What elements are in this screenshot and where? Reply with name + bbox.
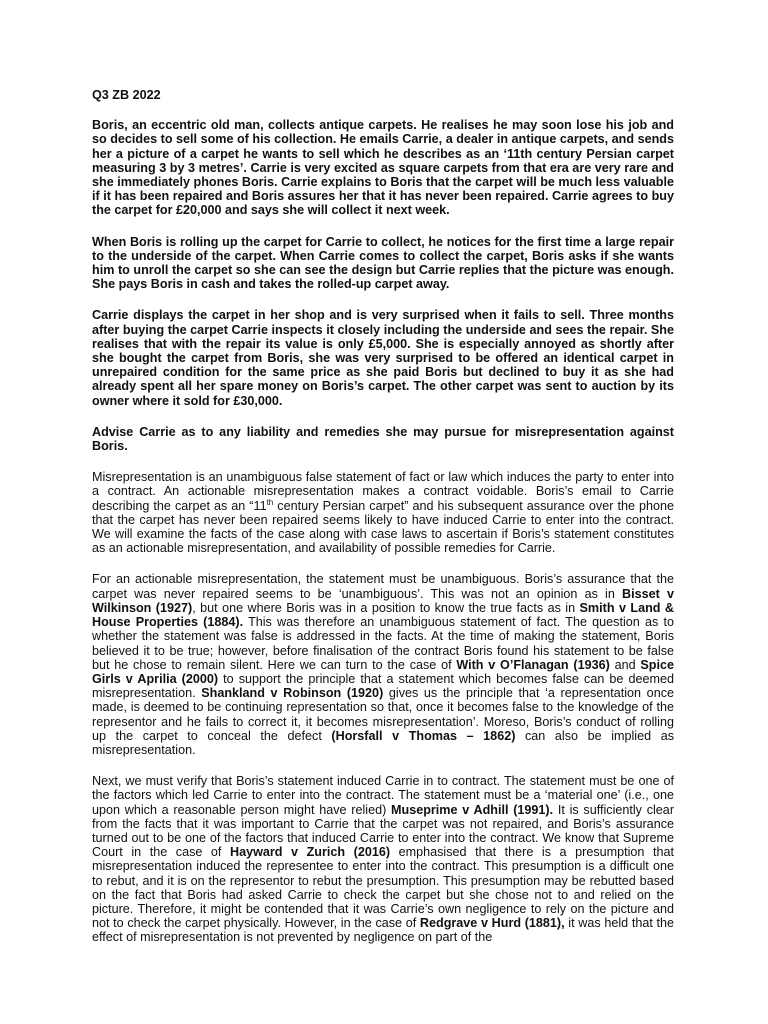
answer-text: to support the principle that a statement which becomes false can be deemed misrepresentation.	[92, 671, 675, 701]
answer-section	[92, 470, 674, 944]
case-citation: With v O’Flanagan (1936)	[456, 657, 610, 672]
answer-text: For an actionable misrepresentation, the statement must be unambiguous. Boris’s assurance that the carpet was never repaired seems to be ‘unambiguous’. This was not an opinion as in	[92, 572, 674, 601]
answer-paragraph-3	[92, 774, 674, 944]
answer-text: Misrepresentation is an unambiguous false statement of fact or law which induces the party to enter into a contract. An actionable misrepresentation makes a contract voidable. Boris’s email to Carrie describing the carpet as an “11	[92, 470, 674, 513]
answer-text: and	[609, 657, 641, 672]
case-citation: Shankland v Robinson (1920)	[201, 686, 384, 701]
answer-paragraph-1	[92, 470, 674, 555]
answer-text: emphasised that there is a presumption that misrepresentation induced the representee to enter into the contract. This presumption is a difficult one to rebut, and it is on the representor to rebut the presumption. This presumption may be rebutted based on the fact that Boris had asked Carrie to check the carpet but she chose not to and relied on the picture. Therefore, it might be contended that it was Carrie’s own negligence to rely on the picture and not to check the carpet physically. However, in the case of	[92, 845, 674, 931]
answer-text: gives us the principle that ‘a representation once made, is deemed to be continuing representation so that, once it becomes false to the knowledge of the representor and he fails to correct it, it becomes misrepresentation’. Moreso, Boris’s conduct of rolling up the carpet to conceal the defect	[92, 686, 674, 743]
question-section	[92, 118, 674, 453]
answer-text: century Persian carpet” and his subsequent assurance over the phone that the carpet has never been repaired seems likely to have induced Carrie to enter into the contract. We will examine the facts of the case along with case laws to ascertain if Boris’s statement constitutes as an actionable misrepresentation, and availability of possible remedies for Carrie.	[92, 498, 674, 556]
case-citation: Spice Girls v Aprilia (2000)	[92, 657, 674, 686]
answer-text: This was therefore an unambiguous statement of fact. The question as to whether the statement was false is addressed in the facts. At the time of making the statement, Boris believed it to be true; however, before finalisation of the contract Boris found his statement to be false but he chose to remain silent. Here we can turn to the case of	[92, 615, 674, 672]
case-citation: Bisset v Wilkinson (1927)	[92, 586, 674, 615]
answer-text: , but one where Boris was in a position to know the true facts as in	[192, 600, 580, 615]
answer-text: It is sufficiently clear from the facts that it was important to Carrie that the carpet was not repaired, and Boris’s assurance turned out to be one of the factors that induced Carrie to enter into the contract. We know that Supreme Court in the case of	[92, 802, 675, 860]
case-citation: Museprime v Adhill (1991).	[391, 802, 554, 817]
question-paragraph-3: Carrie displays the carpet in her shop and is very surprised when it fails to sell. Three months after buying the carpet Carrie inspects it closely including the underside and sees the repair. She realises that with the repair its value is only £5,000. She is especially annoyed as shortly after she bought the carpet from Boris, she was very surprised to be offered an identical carpet in unrepaired condition for the same price as she paid Boris but declined to buy it as she had already spent all her spare money on Boris’s carpet. The other carpet was sent to auction by its owner where it sold for £30,000.	[92, 308, 674, 408]
case-citation: (Horsfall v Thomas – 1862)	[331, 728, 516, 743]
question-paragraph-4: Advise Carrie as to any liability and remedies she may pursue for misrepresentation against Boris.	[92, 424, 674, 454]
question-paragraph-2: When Boris is rolling up the carpet for Carrie to collect, he notices for the first time a large repair to the underside of the carpet. When Carrie comes to collect the carpet, Boris asks if she wants him to unroll the carpet so she can see the design but Carrie replies that the picture was enough. She pays Boris in cash and takes the rolled-up carpet away.	[92, 234, 674, 292]
answer-text: it was held that the effect of misrepresentation is not prevented by negligence on part of the	[92, 916, 675, 945]
page-title: Q3 ZB 2022	[92, 88, 161, 102]
question-paragraph-1: Boris, an eccentric old man, collects antique carpets. He realises he may soon lose his job and so decides to sell some of his collection. He emails Carrie, a dealer in antique carpets, and sends her a picture of a carpet he wants to sell which he describes as an ‘11th century Persian carpet measuring 3 by 3 metres’. Carrie is very excited as square carpets from that era are very rare and she immediately phones Boris. Carrie explains to Boris that the carpet will be much less valuable if it has been repaired and Boris assures her that it has never been repaired. Carrie agrees to buy the carpet for £20,000 and says she will collect it next week.	[92, 118, 674, 218]
superscript-text: th	[266, 497, 274, 507]
answer-text: can also be implied as misrepresentation.	[92, 728, 675, 757]
document-page	[92, 88, 674, 945]
case-citation: Hayward v Zurich (2016)	[230, 845, 391, 860]
answer-paragraph-2	[92, 572, 674, 757]
answer-text: Next, we must verify that Boris’s statement induced Carrie in to contract. The statement must be one of the factors which led Carrie to enter into the contract. The statement must be a ‘material one’ (i.e., one upon which a reasonable person might have relied)	[92, 774, 674, 817]
case-citation: Redgrave v Hurd (1881),	[419, 916, 565, 931]
case-citation: Smith v Land & House Properties (1884).	[92, 600, 674, 630]
